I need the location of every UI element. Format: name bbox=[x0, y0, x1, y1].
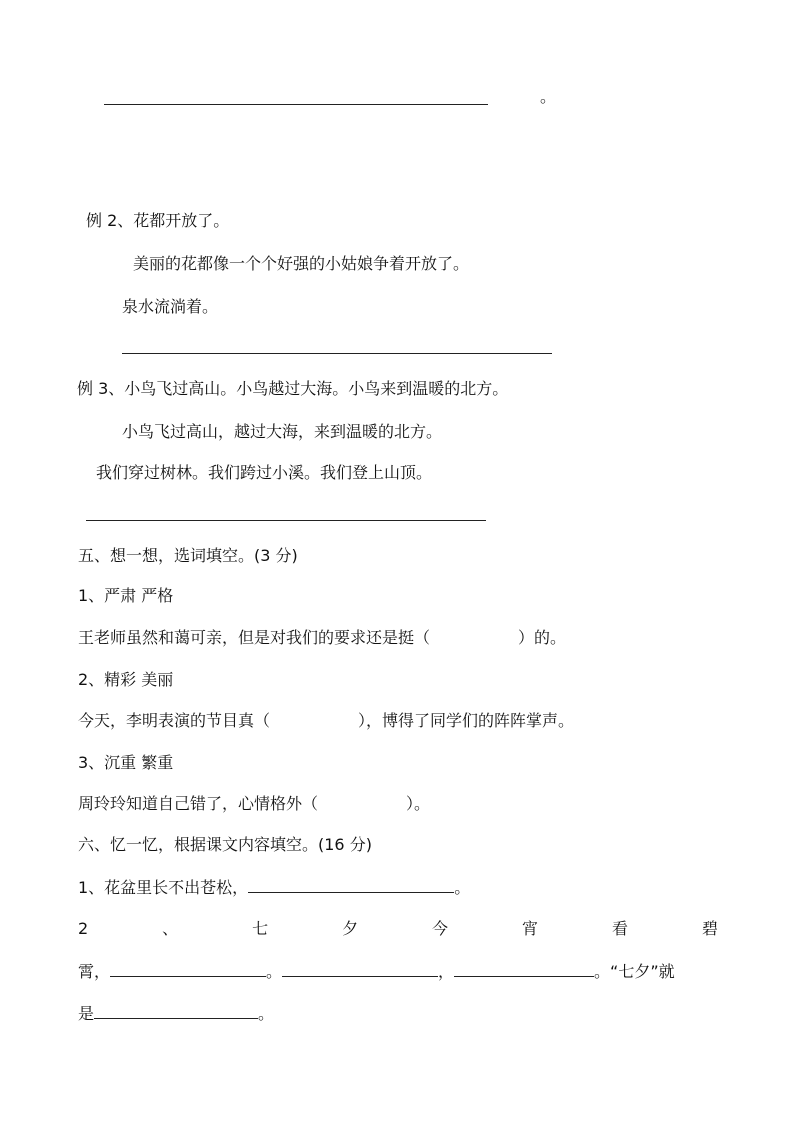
section-6-q2-char: 碧 bbox=[701, 919, 718, 938]
section-5-q2-options: 2、精彩 美丽 bbox=[78, 670, 174, 689]
section-6-q2-line2 bbox=[78, 960, 675, 983]
answer-line-example-3[interactable] bbox=[86, 520, 486, 521]
section-6-q1-after: 。 bbox=[454, 878, 471, 897]
section-6-q2-char: 宵 bbox=[522, 919, 539, 938]
section-6-q1-before: 1、花盆里长不出苍松， bbox=[78, 878, 249, 897]
section-6-q2-line1 bbox=[78, 918, 718, 940]
section-5-q3-before: 周玲玲知道自己错了，心情格外（ bbox=[78, 794, 319, 813]
example-3-prompt: 我们穿过树林。我们跨过小溪。我们登上山顶。 bbox=[96, 463, 433, 482]
example-3-label: 例 3、小鸟飞过高山。小鸟越过大海。小鸟来到温暖的北方。 bbox=[77, 379, 509, 398]
section-5-q1-after: ）的。 bbox=[518, 628, 567, 647]
section-5-q1-options: 1、严肃 严格 bbox=[78, 586, 174, 605]
example-2-prompt: 泉水流淌着。 bbox=[122, 297, 219, 316]
section-6-q2-blank-1[interactable] bbox=[110, 960, 266, 977]
section-6-q2-sep-1: 。 bbox=[266, 962, 283, 981]
section-5-q2-sentence bbox=[78, 710, 574, 732]
section-5-q2-after: ），博得了同学们的阵阵掌声。 bbox=[358, 711, 575, 730]
answer-line-example-2[interactable] bbox=[122, 353, 552, 354]
section-5-q2-before: 今天，李明表演的节目真（ bbox=[78, 711, 271, 730]
section-5-q3-sentence bbox=[78, 793, 430, 815]
top-period: 。 bbox=[540, 87, 557, 106]
section-6-title: 六、忆一忆，根据课文内容填空。(16 分) bbox=[78, 835, 372, 854]
section-6-q2-blank-3[interactable] bbox=[454, 960, 594, 977]
section-6-q1-blank[interactable] bbox=[248, 876, 454, 893]
section-6-q1-sentence bbox=[78, 876, 470, 899]
section-6-q2-char: 夕 bbox=[342, 919, 359, 938]
section-5-q3-options: 3、沉重 繁重 bbox=[78, 753, 174, 772]
section-5-title: 五、想一想，选词填空。(3 分) bbox=[78, 546, 298, 565]
section-6-q2-sep-3: 。“七夕”就 bbox=[594, 962, 675, 981]
section-6-q2-char: 、 bbox=[162, 919, 179, 938]
section-6-q2-line2-start: 霄， bbox=[78, 962, 111, 981]
section-6-q2-blank-2[interactable] bbox=[282, 960, 438, 977]
section-5-q1-before: 王老师虽然和蔼可亲，但是对我们的要求还是挺（ bbox=[78, 628, 431, 647]
section-6-q2-line3-start: 是 bbox=[78, 1004, 95, 1023]
example-2-model-sentence: 美丽的花都像一个个好强的小姑娘争着开放了。 bbox=[133, 254, 470, 273]
section-5-q3-after: ）。 bbox=[406, 794, 431, 813]
section-6-q2-char: 看 bbox=[611, 919, 628, 938]
section-6-q2-char: 七 bbox=[252, 919, 269, 938]
example-2-label: 例 2、花都开放了。 bbox=[86, 211, 230, 230]
section-6-q2-sep-2: ， bbox=[438, 962, 455, 981]
answer-line-top[interactable] bbox=[104, 104, 488, 105]
section-6-q2-line3 bbox=[78, 1002, 274, 1025]
section-6-q2-blank-4[interactable] bbox=[94, 1002, 258, 1019]
section-5-q1-sentence bbox=[78, 627, 566, 649]
section-6-q2-end: 。 bbox=[258, 1004, 275, 1023]
section-6-q2-char: 2 bbox=[78, 919, 89, 938]
section-6-q2-char: 今 bbox=[432, 919, 449, 938]
example-3-model-sentence: 小鸟飞过高山，越过大海，来到温暖的北方。 bbox=[122, 422, 443, 441]
